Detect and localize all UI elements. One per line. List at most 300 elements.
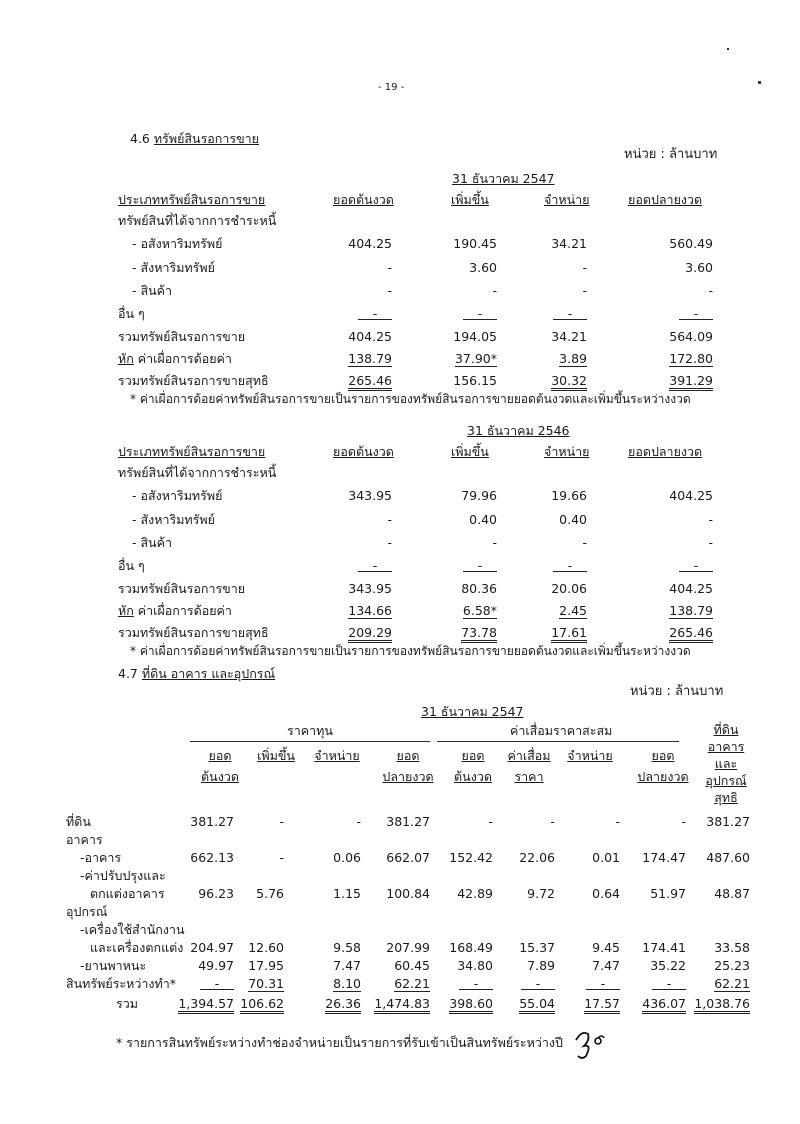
table-cell xyxy=(519,996,555,1014)
table-cell xyxy=(461,488,497,503)
table-cell xyxy=(714,940,750,955)
cell-value: - xyxy=(708,535,713,550)
cell-value: - xyxy=(582,283,587,298)
cell-value: 207.99 xyxy=(386,940,430,955)
cell-value: 156.15 xyxy=(453,373,497,388)
cell-value: - xyxy=(463,561,497,572)
cell-value: - xyxy=(492,535,497,550)
table-cell xyxy=(582,260,587,275)
cell-value: 37.90* xyxy=(454,351,497,366)
table-cell xyxy=(469,260,497,275)
cell-value: - xyxy=(279,814,284,829)
cell-value: 20.06 xyxy=(551,581,587,596)
page-number: - 19 - xyxy=(378,82,405,93)
row-label xyxy=(132,236,222,251)
column-header: ต้นงวด xyxy=(454,769,492,784)
table-cell xyxy=(492,283,497,298)
table-cell xyxy=(550,814,555,829)
table-cell xyxy=(706,850,750,865)
column-header: สุทธิ xyxy=(714,790,738,805)
table-cell xyxy=(449,940,493,955)
table-cell xyxy=(348,581,392,596)
column-header: ยอด xyxy=(651,748,675,763)
table-cell xyxy=(582,535,587,550)
table-period: 31 ธันวาคม 2546 xyxy=(467,423,570,438)
column-header: จำหน่าย xyxy=(544,192,590,207)
section-46-unit: หน่วย : ล้านบาท xyxy=(624,147,718,162)
table-cell xyxy=(669,373,713,391)
table-cell xyxy=(681,814,686,829)
table-cell xyxy=(387,260,392,275)
cell-value: - xyxy=(615,814,620,829)
cell-value: 404.25 xyxy=(348,236,392,251)
table-cell xyxy=(706,814,750,829)
group-label: ทรัพย์สินที่ได้จากการชำระหนี้ xyxy=(118,213,277,228)
cell-value: - xyxy=(679,561,713,572)
cell-value: 8.10 xyxy=(333,976,361,991)
table-cell xyxy=(256,886,284,901)
cell-value: 34.21 xyxy=(551,329,587,344)
table-cell xyxy=(527,958,555,973)
row-label xyxy=(118,603,232,618)
section-47-title: ที่ดิน อาคาร และอุปกรณ์ xyxy=(141,666,276,681)
table-cell xyxy=(592,850,620,865)
handwritten-initials xyxy=(572,1026,608,1060)
table-cell xyxy=(642,940,686,955)
table-cell xyxy=(348,351,392,367)
table-cell xyxy=(551,373,587,391)
cell-value: - xyxy=(708,283,713,298)
table-cell xyxy=(559,512,587,527)
row-label: ที่ดิน xyxy=(66,814,91,829)
cell-value: 190.45 xyxy=(453,236,497,251)
row-label-text: รวมทรัพย์สินรอการขายสุทธิ xyxy=(118,373,269,388)
table-cell xyxy=(553,306,587,321)
cell-value: 60.45 xyxy=(394,958,430,973)
table-cell xyxy=(642,996,686,1014)
table-cell xyxy=(679,306,713,321)
row-label-text: - สินค้า xyxy=(132,535,173,550)
table-cell xyxy=(708,512,713,527)
cell-value: 33.58 xyxy=(714,940,750,955)
cell-value: - xyxy=(356,814,361,829)
cell-value: 34.21 xyxy=(551,236,587,251)
table-cell xyxy=(461,581,497,596)
table-cell xyxy=(586,976,620,991)
table-cell xyxy=(685,260,713,275)
cell-value: 25.23 xyxy=(714,958,750,973)
table-cell xyxy=(190,850,234,865)
table-cell xyxy=(240,996,284,1014)
cell-value: 343.95 xyxy=(348,488,392,503)
column-header: เพิ่มขึ้น xyxy=(451,192,489,207)
cell-value: 70.31 xyxy=(248,976,284,991)
table-cell xyxy=(386,814,430,829)
row-label-text: อื่น ๆ xyxy=(118,558,145,573)
row-label xyxy=(118,625,269,640)
cell-value: 398.60 xyxy=(449,997,493,1014)
column-header: ยอด xyxy=(396,748,420,763)
table-cell xyxy=(669,488,713,503)
table-period: 31 ธันวาคม 2547 xyxy=(452,171,555,186)
row-label: -ยานพาหนะ xyxy=(80,958,147,973)
table-cell xyxy=(248,976,284,992)
row-label xyxy=(118,373,269,388)
row-label: อาคาร xyxy=(66,832,103,847)
cell-value: 0.40 xyxy=(559,512,587,527)
table-cell xyxy=(642,850,686,865)
cell-value: - xyxy=(387,260,392,275)
table-cell xyxy=(669,329,713,344)
column-header: เพิ่มขึ้น xyxy=(451,444,489,459)
cell-value: - xyxy=(492,283,497,298)
table-cell xyxy=(449,850,493,865)
column-header: ยอดปลายงวด xyxy=(628,444,703,459)
table-cell xyxy=(348,603,392,619)
cell-value: 3.60 xyxy=(685,260,713,275)
table-cell xyxy=(559,603,587,619)
cell-value: 168.49 xyxy=(449,940,493,955)
row-label-text: ค่าเผื่อการด้อยค่า xyxy=(133,603,232,618)
cell-value: - xyxy=(553,561,587,572)
cell-value: 0.40 xyxy=(469,512,497,527)
cell-value: - xyxy=(200,979,234,990)
row-label xyxy=(118,581,245,596)
table-cell xyxy=(333,958,361,973)
cell-value: 51.97 xyxy=(650,886,686,901)
cell-value: 17.61 xyxy=(551,626,587,643)
cell-value: 404.25 xyxy=(669,488,713,503)
section-47-heading xyxy=(118,666,275,681)
table-cell xyxy=(333,976,361,992)
table-cell xyxy=(463,603,497,619)
cell-value: - xyxy=(463,309,497,320)
table-cell xyxy=(708,283,713,298)
table-cell xyxy=(650,886,686,901)
row-label-text: อื่น ๆ xyxy=(118,306,145,321)
table-cell xyxy=(714,976,750,992)
table-cell xyxy=(650,958,686,973)
cell-value: 209.29 xyxy=(348,626,392,643)
row-label xyxy=(132,260,215,275)
cell-value: 391.29 xyxy=(669,374,713,391)
table-cell xyxy=(178,996,234,1014)
cell-value: 0.64 xyxy=(592,886,620,901)
table-cell xyxy=(348,488,392,503)
table-cell xyxy=(453,373,497,388)
cell-value: 487.60 xyxy=(706,850,750,865)
cell-value: - xyxy=(708,512,713,527)
cell-value: 42.89 xyxy=(457,886,493,901)
table-cell xyxy=(592,958,620,973)
cell-value: 194.05 xyxy=(453,329,497,344)
cell-value: 30.32 xyxy=(551,374,587,391)
cell-value: 265.46 xyxy=(348,374,392,391)
group-label: ทรัพย์สินที่ได้จากการชำระหนี้ xyxy=(118,465,277,480)
row-label-text: - อสังหาริมทรัพย์ xyxy=(132,488,223,503)
table-cell xyxy=(348,236,392,251)
cell-value: - xyxy=(582,260,587,275)
table-cell xyxy=(519,850,555,865)
group-rule-depreciation xyxy=(437,741,679,742)
cell-value: 2.45 xyxy=(559,603,587,618)
table-cell xyxy=(714,958,750,973)
table-cell xyxy=(356,814,361,829)
table-cell xyxy=(463,306,497,321)
cell-value: 7.47 xyxy=(333,958,361,973)
table-cell xyxy=(708,535,713,550)
cell-value: 9.72 xyxy=(527,886,555,901)
table-cell xyxy=(387,512,392,527)
cell-value: 34.80 xyxy=(457,958,493,973)
row-label: อุปกรณ์ xyxy=(66,904,108,919)
row-label: สินทรัพย์ระหว่างทำ* xyxy=(66,976,177,991)
table-cell xyxy=(325,996,361,1014)
table-cell xyxy=(459,976,493,991)
table-cell xyxy=(469,512,497,527)
row-label-prefix: หัก xyxy=(118,603,134,618)
table-cell xyxy=(551,581,587,596)
section-46-heading xyxy=(130,131,259,146)
table-cell xyxy=(248,940,284,955)
row-label-text: - สังหาริมทรัพย์ xyxy=(132,512,215,527)
row-label: ตกแต่งอาคาร xyxy=(90,886,165,901)
cell-value: 381.27 xyxy=(190,814,234,829)
table-cell xyxy=(394,976,430,992)
cell-value: 436.07 xyxy=(642,997,686,1014)
column-header: ราคา xyxy=(514,769,544,784)
cell-value: 138.79 xyxy=(348,351,392,366)
table-cell xyxy=(551,488,587,503)
table-cell xyxy=(190,814,234,829)
table-cell xyxy=(449,996,493,1014)
table-cell xyxy=(669,625,713,643)
row-label: -ค่าปรับปรุงและ xyxy=(80,868,166,883)
table-cell xyxy=(592,940,620,955)
row-label-text: รวมทรัพย์สินรอการขายสุทธิ xyxy=(118,625,269,640)
table-cell xyxy=(669,236,713,251)
row-label xyxy=(132,283,172,298)
cell-value: 55.04 xyxy=(519,997,555,1014)
table-cell xyxy=(333,940,361,955)
cell-value: 564.09 xyxy=(669,329,713,344)
table-cell xyxy=(461,625,497,643)
row-label-text: รวมทรัพย์สินรอการขาย xyxy=(118,329,246,344)
section-47-footnote: * รายการสินทรัพย์ระหว่างทำช่องจำหน่ายเป็นรายการที่รับเข้าเป็นสินทรัพย์ระหว่างปี xyxy=(116,1035,563,1050)
cell-value: 343.95 xyxy=(348,581,392,596)
cell-value: 3.89 xyxy=(559,351,587,366)
table-cell xyxy=(455,351,497,367)
table-cell xyxy=(592,886,620,901)
table-cell xyxy=(519,940,555,955)
cell-value: 26.36 xyxy=(325,997,361,1014)
table-cell xyxy=(248,958,284,973)
row-label xyxy=(118,558,145,573)
cell-value: - xyxy=(681,814,686,829)
cell-value: 106.62 xyxy=(240,997,284,1014)
row-label xyxy=(118,351,232,366)
table-cell xyxy=(198,958,234,973)
table-cell xyxy=(279,814,284,829)
table-cell xyxy=(198,886,234,901)
cell-value: 381.27 xyxy=(706,814,750,829)
column-header: เพิ่มขึ้น xyxy=(257,748,295,763)
cell-value: 404.25 xyxy=(669,581,713,596)
column-header: ยอดต้นงวด xyxy=(333,444,394,459)
table-cell xyxy=(358,558,392,573)
table-cell xyxy=(559,351,587,367)
table-cell xyxy=(386,850,430,865)
column-header: จำหน่าย xyxy=(314,748,360,763)
section-47-unit: หน่วย : ล้านบาท xyxy=(630,684,724,699)
cell-value: 49.97 xyxy=(198,958,234,973)
table-cell xyxy=(669,603,713,619)
table-cell xyxy=(457,886,493,901)
column-header: ที่ดิน xyxy=(713,722,739,737)
column-header: อาคาร xyxy=(707,739,745,754)
cell-value: - xyxy=(550,814,555,829)
cell-value: - xyxy=(652,979,686,990)
row-label-text: - อสังหาริมทรัพย์ xyxy=(132,236,223,251)
row-label: -อาคาร xyxy=(80,850,122,865)
cell-value: 404.25 xyxy=(348,329,392,344)
cell-value: 1.15 xyxy=(333,886,361,901)
cell-value: 19.66 xyxy=(551,488,587,503)
cell-value: 7.47 xyxy=(592,958,620,973)
table-cell xyxy=(386,886,430,901)
table-cell xyxy=(527,886,555,901)
table-cell xyxy=(714,886,750,901)
section-46-number: 4.6 xyxy=(130,131,150,146)
cell-value: - xyxy=(553,309,587,320)
table-cell xyxy=(374,996,430,1014)
cell-value: 9.45 xyxy=(592,940,620,955)
table-cell xyxy=(551,236,587,251)
table-cell xyxy=(348,329,392,344)
cell-value: 100.84 xyxy=(386,886,430,901)
group-rule-cost xyxy=(190,741,430,742)
cell-value: 17.57 xyxy=(584,997,620,1014)
column-header: จำหน่าย xyxy=(567,748,613,763)
table-cell xyxy=(669,581,713,596)
table-cell xyxy=(584,996,620,1014)
row-label-text: ค่าเผื่อการด้อยค่า xyxy=(133,351,232,366)
row-label xyxy=(118,329,245,344)
section-47-number: 4.7 xyxy=(118,666,138,681)
cell-value: - xyxy=(582,535,587,550)
cell-value: 9.58 xyxy=(333,940,361,955)
table-cell xyxy=(200,976,234,991)
cell-value: 5.76 xyxy=(256,886,284,901)
table-cell xyxy=(279,850,284,865)
cell-value: - xyxy=(459,979,493,990)
cell-value: 560.49 xyxy=(669,236,713,251)
cell-value: 1,038.76 xyxy=(694,997,750,1014)
cell-value: 152.42 xyxy=(449,850,493,865)
column-header: ยอดปลายงวด xyxy=(628,192,703,207)
table-cell xyxy=(669,351,713,367)
cell-value: 62.21 xyxy=(714,976,750,991)
table-cell xyxy=(582,283,587,298)
cell-value: - xyxy=(358,309,392,320)
cell-value: - xyxy=(358,561,392,572)
column-header: ประเภททรัพย์สินรอการขาย xyxy=(118,192,266,207)
column-header: และ xyxy=(714,756,738,771)
cell-value: 662.07 xyxy=(386,850,430,865)
cell-value: 80.36 xyxy=(461,581,497,596)
column-header: ค่าเสื่อม xyxy=(507,748,551,763)
cell-value: 15.37 xyxy=(519,940,555,955)
cell-value: 48.87 xyxy=(714,886,750,901)
table-cell xyxy=(190,940,234,955)
cell-value: 96.23 xyxy=(198,886,234,901)
cell-value: 35.22 xyxy=(650,958,686,973)
cell-value: 17.95 xyxy=(248,958,284,973)
table-footnote: * ค่าเผื่อการด้อยค่าทรัพย์สินรอการขายเป็นรายการของทรัพย์สินรอการขายยอดต้นงวดและเพิ่มขึ้นระหว่างงวด xyxy=(130,392,691,406)
cell-value: 174.41 xyxy=(642,940,686,955)
column-header: ต้นงวด xyxy=(201,769,239,784)
table-cell xyxy=(394,958,430,973)
row-label: และเครื่องตกแต่ง xyxy=(90,940,184,955)
cell-value: 79.96 xyxy=(461,488,497,503)
cell-value: - xyxy=(488,814,493,829)
cell-value: 12.60 xyxy=(248,940,284,955)
group-header-depreciation: ค่าเสื่อมราคาสะสม xyxy=(510,723,613,738)
row-label-text: - สังหาริมทรัพย์ xyxy=(132,260,215,275)
table-cell xyxy=(463,558,497,573)
cell-value: 3.60 xyxy=(469,260,497,275)
cell-value: 172.80 xyxy=(669,351,713,366)
row-label-text: - สินค้า xyxy=(132,283,173,298)
table-cell xyxy=(457,958,493,973)
cell-value: - xyxy=(279,850,284,865)
cell-value: - xyxy=(679,309,713,320)
scan-speck xyxy=(758,81,761,84)
cell-value: 1,394.57 xyxy=(178,997,234,1014)
table-footnote: * ค่าเผื่อการด้อยค่าทรัพย์สินรอการขายเป็นรายการของทรัพย์สินรอการขายยอดต้นงวดและเพิ่มขึ้นระหว่างงวด xyxy=(130,644,691,658)
cell-value: 0.01 xyxy=(592,850,620,865)
cell-value: 138.79 xyxy=(669,603,713,618)
cell-value: 381.27 xyxy=(386,814,430,829)
cell-value: 22.06 xyxy=(519,850,555,865)
table-cell xyxy=(553,558,587,573)
cell-value: - xyxy=(387,512,392,527)
table-cell xyxy=(551,329,587,344)
row-label xyxy=(132,535,172,550)
row-label xyxy=(118,306,145,321)
section-46-title: ทรัพย์สินรอการขาย xyxy=(153,131,259,146)
table-cell xyxy=(348,625,392,643)
cell-value: 62.21 xyxy=(394,976,430,991)
column-header: อุปกรณ์ xyxy=(705,773,747,788)
column-header: ประเภททรัพย์สินรอการขาย xyxy=(118,444,266,459)
column-header: ยอด xyxy=(208,748,232,763)
column-header: ปลายงวด xyxy=(637,769,689,784)
row-label-prefix: หัก xyxy=(118,351,134,366)
row-label xyxy=(132,488,222,503)
table-cell xyxy=(488,814,493,829)
table-cell xyxy=(521,976,555,991)
table-cell xyxy=(453,329,497,344)
table-cell xyxy=(387,535,392,550)
table-cell xyxy=(615,814,620,829)
table-cell xyxy=(333,886,361,901)
table-cell xyxy=(453,236,497,251)
table-cell xyxy=(652,976,686,991)
cell-value: 73.78 xyxy=(461,626,497,643)
cell-value: 204.97 xyxy=(190,940,234,955)
cell-value: 7.89 xyxy=(527,958,555,973)
